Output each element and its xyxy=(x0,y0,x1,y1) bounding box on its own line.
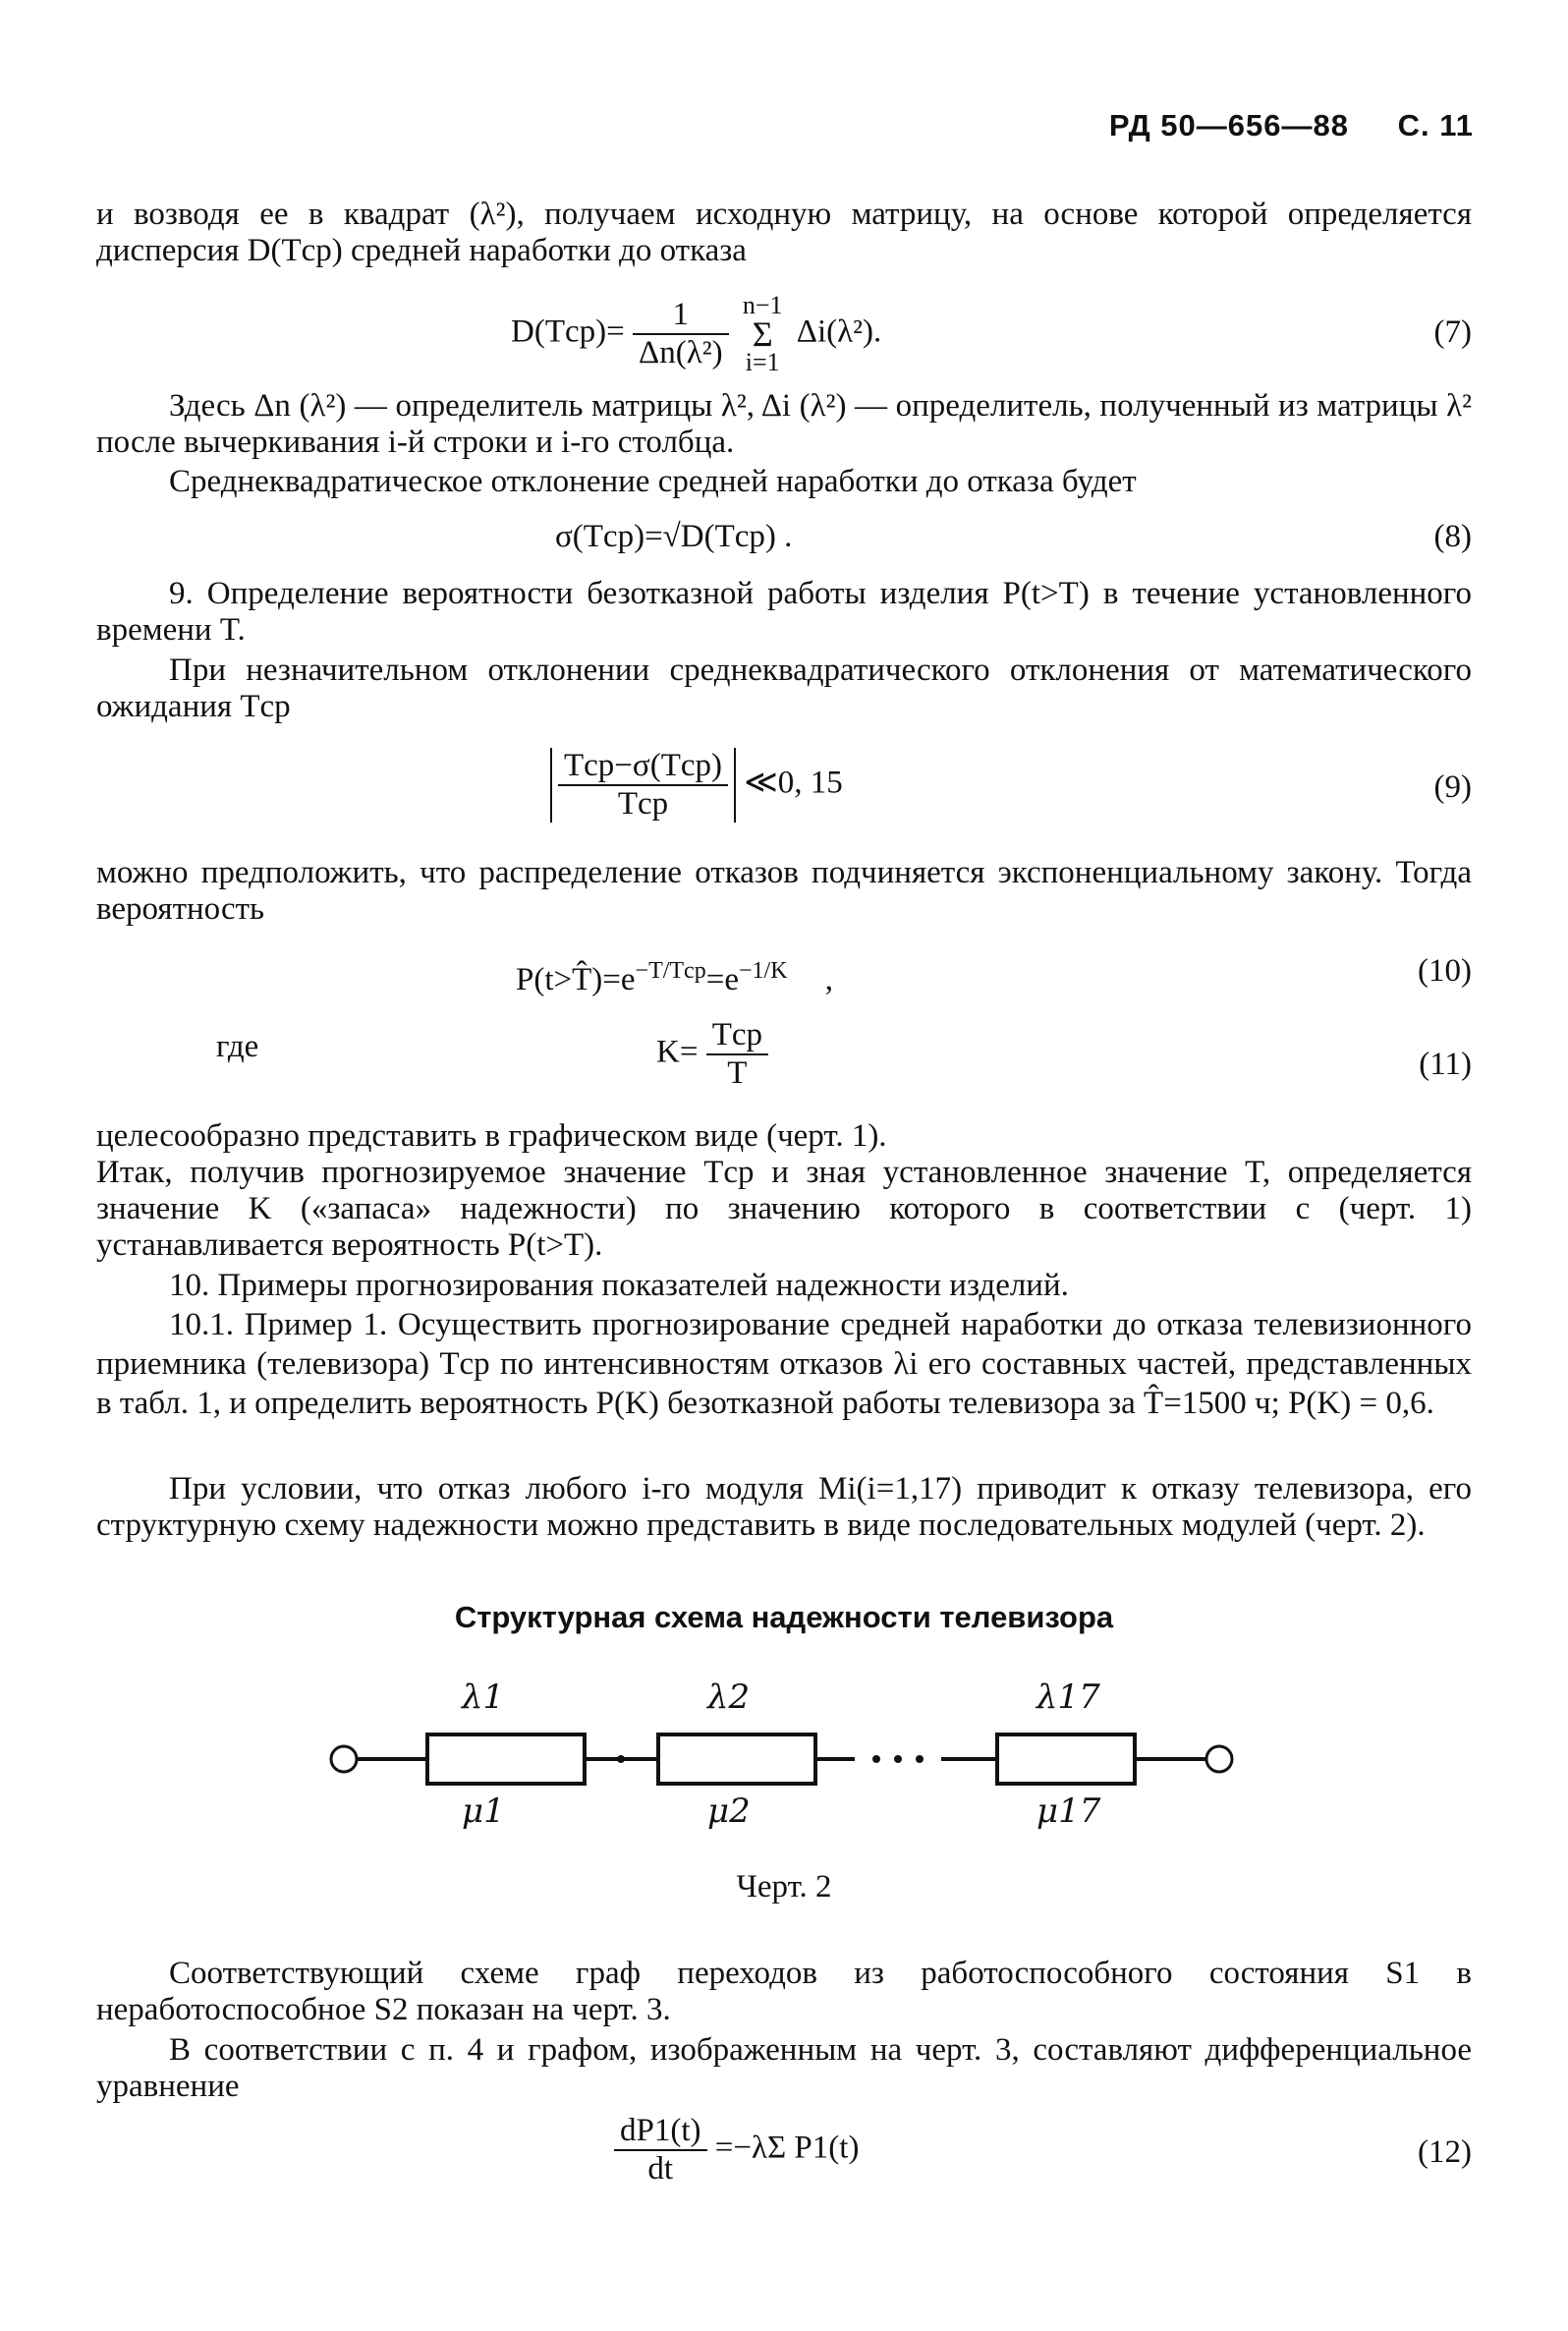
eq7-lhs: D(Tср)= xyxy=(511,313,625,350)
section-10-paragraph: 10. Примеры прогнозирования показателей надежности изделий. xyxy=(169,1268,1069,1303)
figure-title: Структурная схема надежности телевизора xyxy=(454,1600,1114,1634)
module-1-block xyxy=(427,1734,585,1784)
equation-9 xyxy=(0,742,1568,840)
equation-7 xyxy=(0,285,1568,376)
eq10-middle: =e xyxy=(705,962,739,997)
eq11-lhs: K= xyxy=(656,1034,699,1070)
eq11-numerator: Tср xyxy=(706,1017,768,1055)
eq9-numerator: Tср−σ(Tср) xyxy=(558,748,728,786)
figure-caption: Черт. 2 xyxy=(736,1869,832,1905)
transition-graph-paragraph: Соответствующий схеме граф переходов из работоспособного состояния S1 в неработоспособное S2 показан на черт. 3. xyxy=(96,1956,1472,2027)
lambda-2-label: λ2 xyxy=(707,1677,751,1717)
mu-17-label: μ17 xyxy=(1036,1791,1101,1831)
lambda-1-label: λ1 xyxy=(462,1677,505,1717)
page-number: С. 11 xyxy=(1397,108,1474,142)
ellipsis-dot-3 xyxy=(916,1755,924,1763)
eq12-numerator: dP1(t) xyxy=(614,2113,707,2151)
eq9-number: (9) xyxy=(1433,769,1472,805)
exponential-paragraph: можно предположить, что распределение отказов подчиняется экспоненциальному закону. Тогда вероятность xyxy=(96,855,1472,927)
eq11-number: (11) xyxy=(1419,1047,1472,1082)
equation-12 xyxy=(0,2113,1568,2201)
eq7-sum-symbol: Σ xyxy=(752,314,773,354)
eq7-number: (7) xyxy=(1433,314,1472,350)
module-17-block xyxy=(997,1734,1135,1784)
eq7-numerator: 1 xyxy=(633,297,729,335)
eq7-rhs: Δi(λ²). xyxy=(796,313,882,350)
eq7-denominator: Δn(λ²) xyxy=(638,335,723,370)
eq7-sum-top: n−1 xyxy=(742,291,783,319)
mu-1-label: μ1 xyxy=(462,1791,505,1831)
ellipsis-dot-1 xyxy=(872,1755,880,1763)
page-header xyxy=(1070,108,1474,143)
eq10-exponent-2: −1/K xyxy=(738,958,788,984)
here-paragraph: Здесь Δn (λ²) — определитель матрицы λ², Δi (λ²) — определитель, полученный из матрицы λ² после вычеркивания i-й строки и i-го столбца. xyxy=(96,388,1472,460)
equation-11 xyxy=(0,1017,1568,1096)
mu-2-label: μ2 xyxy=(707,1791,751,1831)
equation-10 xyxy=(0,934,1568,997)
std-paragraph: Среднеквадратическое отклонение средней наработки до отказа будет xyxy=(169,464,1137,499)
series-chain-svg xyxy=(305,1685,1267,1833)
junction-dot xyxy=(617,1755,625,1763)
module-2-block xyxy=(658,1734,815,1784)
differential-paragraph: В соответствии с п. 4 и графом, изображенным на черт. 3, составляют дифференциальное уравнение xyxy=(96,2032,1472,2104)
example-1-paragraph: 10.1. Пример 1. Осуществить прогнозирование средней наработки до отказа телевизионного приемника (телевизора) Tср по интенсивностям отказов λi его составных частей, представленных в табл. 1, и определить вероятность P(K) безотказной работы телевизора за T̂=1500 ч; P(K) = 0,6. xyxy=(96,1307,1472,1421)
eq7-sum-bottom: i=1 xyxy=(745,348,780,376)
condition-paragraph: При условии, что отказ любого i-го модуля Mi(i=1,17) приводит к отказу телевизора, его структурную схему надежности можно представить в виде последовательных модулей (черт. 2). xyxy=(96,1471,1472,1543)
output-terminal xyxy=(1206,1746,1232,1772)
input-terminal xyxy=(331,1746,357,1772)
small-deviation-paragraph: При незначительном отклонении среднеквадратического отклонения от математического ожидания Tср xyxy=(96,653,1472,724)
equation-8 xyxy=(0,519,1568,562)
where-label: где xyxy=(216,1029,259,1064)
eq12-rhs: =−λΣ P1(t) xyxy=(714,2130,860,2166)
ellipsis-dot-2 xyxy=(894,1755,902,1763)
eq10-exponent-1: −T/Tср xyxy=(635,958,706,984)
graph-paragraph: целесообразно представить в графическом виде (черт. 1). xyxy=(96,1118,887,1154)
eq10-number: (10) xyxy=(1418,953,1472,989)
thus-paragraph: Итак, получив прогнозируемое значение Tср и зная установленное значение T, определяется значение K («запаса» надежности) по значению которого в соответствии с (черт. 1) устанавливается вероятность P(t>T). xyxy=(96,1155,1472,1263)
lambda-17-label: λ17 xyxy=(1036,1677,1100,1717)
eq10-lhs: P(t>T̂)=e xyxy=(516,962,636,997)
eq8-number: (8) xyxy=(1433,519,1472,554)
doc-code: РД 50—656—88 xyxy=(1108,108,1349,142)
section-9-paragraph: 9. Определение вероятности безотказной работы изделия P(t>T) в течение установленного времени T. xyxy=(96,576,1472,648)
eq8-body: σ(Tср)=√D(Tср) . xyxy=(555,519,793,554)
eq9-rhs: ≪0, 15 xyxy=(744,765,843,801)
reliability-block-diagram xyxy=(305,1677,1267,1838)
eq11-denominator: T xyxy=(727,1055,748,1091)
eq10-tail: , xyxy=(824,962,834,997)
eq9-denominator: Tср xyxy=(617,786,669,822)
eq12-number: (12) xyxy=(1418,2134,1472,2170)
intro-paragraph: и возводя ее в квадрат (λ²), получаем исходную матрицу, на основе которой определяется дисперсия D(Tср) средней наработки до отказа xyxy=(96,197,1472,268)
eq12-denominator: dt xyxy=(647,2151,674,2187)
